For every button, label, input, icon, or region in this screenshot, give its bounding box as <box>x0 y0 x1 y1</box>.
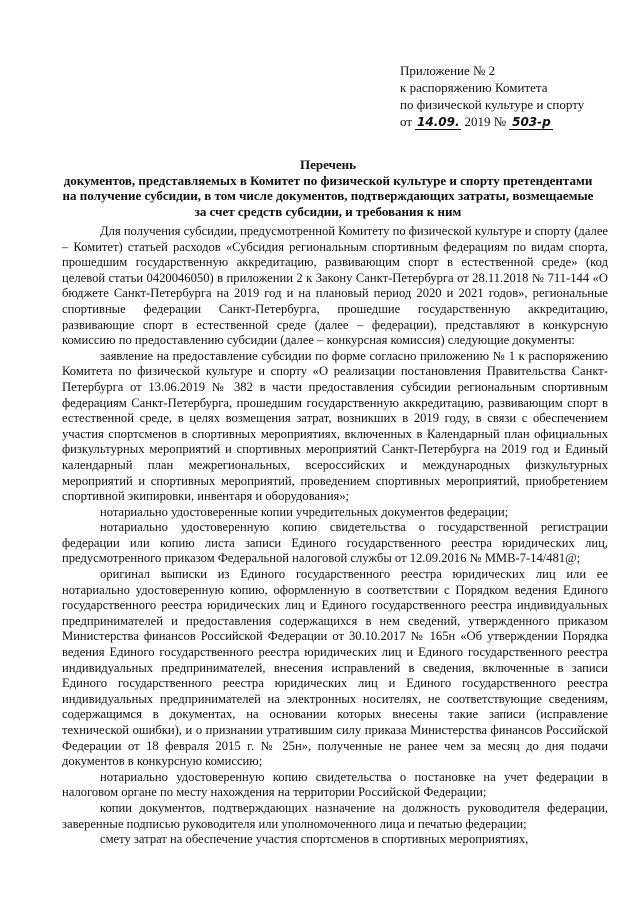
paragraph-intro: Для получения субсидии, предусмотренной Комитету по физической культуре и спорту (далее – Комитет) статьей расходов «Субсидия региональным спортивным федерациям по видам спорта, прошедшим государственную аккредитацию, развивающим спорт в естественной среде» (код целевой статьи 0420046050) в приложении 2 к Закону Санкт-Петербурга от 28.11.2018 № 711-144 «О бюджете Санкт-Петербурга на 2019 год и на плановый период 2020 и 2021 годов», региональные спортивные федерации Санкт-Петербурга, прошедшие государственную аккредитацию, развивающие спорт в естественной среде (далее – федерации), представляют в конкурсную комиссию по предоставлению субсидии (далее – конкурсная комиссия) следующие документы: <box>62 224 608 348</box>
paragraph-tax-certificate: нотариально удостоверенную копию свидетельства о постановке на учет федерации в налоговом органе по месту нахождения на территории Российской Федерации; <box>62 769 608 800</box>
paragraph-cost-estimate: смету затрат на обеспечение участия спортсменов в спортивных мероприятиях, <box>100 832 529 847</box>
paragraph-registration-certificate: нотариально удостоверенную копию свидетельства о государственной регистрации федерации или копию листа записи Единого государственного реестра юридических лиц, предусмотренного приказом Федеральной налоговой службы от 12.09.2016 № ММВ-7-14/481@; <box>62 520 608 566</box>
title-line-1: документов, представляемых в Комитет по физической культуре и спорту претендентами <box>63 172 593 188</box>
document-body <box>62 224 608 848</box>
appendix-committee-line: по физической культуре и спорту <box>400 97 585 112</box>
paragraph-application: заявление на предоставление субсидии по форме согласно приложению № 1 к распоряжению Комитета по физической культуре и спорту «О реализации постановления Правительства Санкт-Петербурга от 13.06.2019 № 382 в части предоставления субсидии региональным спортивным федерациям Санкт-Петербурга, прошедшим государственную аккредитацию, развивающим спорт в естественной среде, в целях возмещения затрат, возникших в 2019 году, в связи с обеспечением участия спортсменов в спортивных мероприятиях, включенных в Календарный план официальных физкультурных мероприятий и спортивных мероприятий Санкт-Петербурга на 2019 год и Единый календарный план межрегиональных, всероссийских и международных физкультурных мероприятий и спортивных мероприятий, проведением спортивных мероприятий, приобретением спортивной экипировки, инвентаря и оборудования»; <box>62 348 608 504</box>
appendix-date-line <box>400 113 600 130</box>
appendix-number: Приложение № 2 <box>400 63 496 78</box>
title-line-2: на получение субсидии, в том числе документов, подтверждающих затраты, возмещаемые <box>62 188 594 203</box>
date-prefix: от <box>400 114 413 129</box>
paragraph-director-docs: копии документов, подтверждающих назначение на должность руководителя федерации, заверенные подписью руководителя или уполномоченного лица и печатью федерации; <box>62 800 608 831</box>
document-title <box>56 157 600 219</box>
handwritten-date: 14.09. <box>417 115 460 129</box>
handwritten-number: 503-р <box>509 115 553 130</box>
title-heading: Перечень <box>299 157 357 172</box>
year-number-label: 2019 № <box>464 114 507 129</box>
paragraph-register-extract: оригинал выписки из Единого государственного реестра юридических лиц или ее нотариально удостоверенную копию, оформленную в соответствии с Порядком ведения Единого государственного реестра юридических лиц и Единого государственного реестра индивидуальных предпринимателей и предоставления содержащихся в нем сведений, утвержденного приказом Министерства финансов Российской Федерации от 30.10.2017 № 165н «Об утверждении Порядка ведения Единого государственного реестра юридических лиц и Единого государственного реестра индивидуальных предпринимателей, внесения исправлений в сведения, включенные в записи Единого государственного реестра юридических лиц и Единого государственного реестра индивидуальных предпринимателей на электронных носителях, не соответствующие сведениям, содержащимся в документах, на основании которых внесены такие записи (исправление технической ошибки), и о признании утратившим силу приказа Министерства финансов Российской Федерации от 18 февраля 2015 г. № 25н», полученные не ранее чем за месяц до дня подачи документов в конкурсную комиссию; <box>62 567 608 769</box>
title-line-3: за счет средств субсидии, и требования к ним <box>194 203 462 219</box>
appendix-order-line: к распоряжению Комитета <box>400 80 548 95</box>
appendix-header <box>400 62 600 130</box>
paragraph-founding-docs: нотариально удостоверенные копии учредительных документов федерации; <box>100 504 509 519</box>
